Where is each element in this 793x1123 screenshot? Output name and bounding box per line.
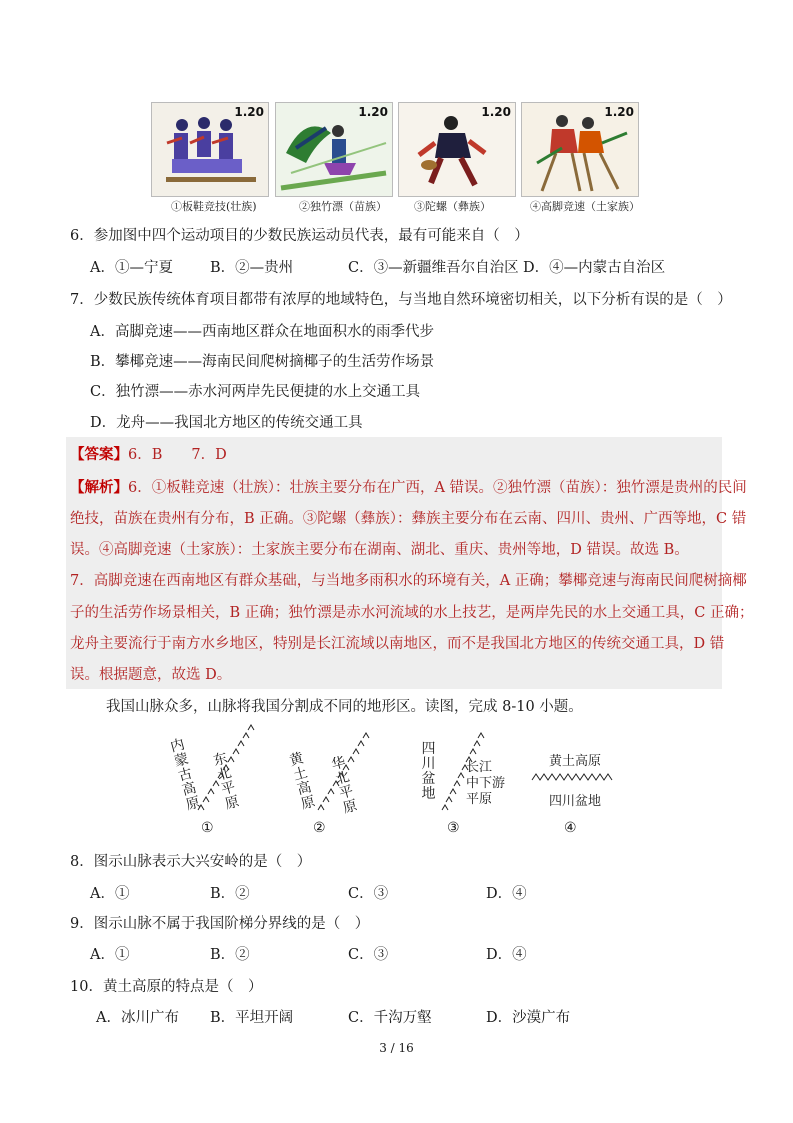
q10-option-c[interactable]: C．千沟万壑 — [348, 1010, 432, 1026]
q10-option-d[interactable]: D．沙漠广布 — [486, 1010, 571, 1026]
d3-left-label: 四川盆地 — [421, 741, 436, 802]
q8-stem: 8．图示山脉表示大兴安岭的是（ ） — [70, 854, 312, 870]
d2-left-label: 黄土高原 — [287, 750, 318, 813]
q7-option-d[interactable]: D．龙舟——我国北方地区的传统交通工具 — [90, 415, 363, 431]
stamp-1-caption: ①板鞋竞技(壮族) — [171, 200, 257, 213]
q8-option-c[interactable]: C．③ — [348, 886, 389, 902]
stamp-2-caption: ②独竹漂（苗族） — [299, 200, 387, 213]
q10-option-a[interactable]: A．冰川广布 — [96, 1010, 179, 1026]
stamp-4-caption: ④高脚竞速（土家族） — [530, 200, 640, 213]
q10-stem: 10．黄土高原的特点是（ ） — [70, 979, 263, 995]
q9-option-a[interactable]: A．① — [90, 947, 130, 963]
intro-text: 我国山脉众多，山脉将我国分割成不同的地形区。读图，完成 8-10 小题。 — [106, 699, 583, 715]
q6-stem: 6．参加图中四个运动项目的少数民族运动员代表，最有可能来自（ ） — [70, 228, 529, 244]
stamp-4 — [521, 102, 639, 197]
answer-line — [70, 445, 227, 465]
q6-option-b[interactable]: B．②—贵州 — [210, 260, 294, 276]
analysis-line-5: 子的生活劳作场景相关，B 正确；独竹漂是赤水河流域的水上技艺，是两岸先民的水上交通工具，C 正确； — [70, 605, 754, 621]
analysis-line-3: 误。④高脚竞速（土家族）：土家族主要分布在湖南、湖北、重庆、贵州等地，D 错误。故选 B。 — [70, 542, 689, 558]
q9-option-b[interactable]: B．② — [210, 947, 250, 963]
d3-right-label — [466, 760, 526, 808]
mountain-chain-4 — [532, 774, 612, 780]
stamp-2-value: 1.20 — [358, 105, 388, 119]
q10-option-b[interactable]: B．平坦开阔 — [210, 1010, 294, 1026]
q7-stem: 7．少数民族传统体育项目都带有浓厚的地域特色，与当地自然环境密切相关，以下分析有误的是（ ） — [70, 292, 732, 308]
stamp-1 — [151, 102, 269, 197]
stamp-3-caption: ③陀螺（彝族） — [414, 200, 491, 213]
d1-right-label: 东北平原 — [211, 750, 242, 813]
q7-option-b[interactable]: B．攀椰竞速——海南民间爬树摘椰子的生活劳作场景 — [90, 354, 435, 370]
answer-label: 【答案】 — [70, 446, 128, 463]
analysis-text-1: 6．①板鞋竞速（壮族）：壮族主要分布在广西，A 错误。②独竹漂（苗族）：独竹漂是贵州的民间 — [128, 480, 747, 496]
figure-label-1: ① — [201, 820, 214, 836]
mountain-symbols — [170, 720, 630, 840]
stamp-2 — [275, 102, 393, 197]
figure-label-4: ④ — [564, 820, 577, 836]
analysis-line-4: 7．高脚竞速在西南地区有群众基础，与当地多雨积水的环境有关，A 正确；攀椰竞速与海南民间爬树摘椰 — [70, 573, 747, 589]
d4-top-label: 黄土高原 — [549, 754, 602, 769]
q8-option-d[interactable]: D．④ — [486, 886, 527, 902]
q6-option-d[interactable]: D．④—内蒙古自治区 — [523, 260, 666, 276]
q9-option-c[interactable]: C．③ — [348, 947, 389, 963]
q7-option-a[interactable]: A．高脚竞速——西南地区群众在地面积水的雨季代步 — [90, 324, 434, 340]
page-number: 3 / 16 — [379, 1041, 414, 1055]
stamp-4-value: 1.20 — [604, 105, 634, 119]
d4-bottom-label: 四川盆地 — [549, 794, 602, 809]
q9-option-d[interactable]: D．④ — [486, 947, 527, 963]
q9-stem: 9．图示山脉不属于我国阶梯分界线的是（ ） — [70, 916, 370, 932]
q6-option-c[interactable]: C．③—新疆维吾尔自治区 — [348, 260, 519, 276]
stamp-3-value: 1.20 — [481, 105, 511, 119]
d3-right-line-1: 长江 — [466, 760, 493, 775]
answer-text: 6．B 7．D — [128, 447, 227, 463]
d3-right-line-2: 中下游 — [466, 776, 506, 791]
mountain-figure — [170, 720, 630, 840]
stamp-3 — [398, 102, 516, 197]
q8-option-a[interactable]: A．① — [90, 886, 130, 902]
d2-right-label: 华北平原 — [329, 754, 360, 817]
q7-option-c[interactable]: C．独竹漂——赤水河两岸先民便捷的水上交通工具 — [90, 384, 421, 400]
analysis-line-2: 绝技，苗族在贵州有分布，B 正确。③陀螺（彝族）：彝族主要分布在云南、四川、贵州、广西等地，C 错 — [70, 511, 747, 527]
analysis-line-1 — [70, 478, 747, 498]
analysis-line-7: 误。根据题意，故选 D。 — [70, 667, 232, 683]
q6-option-a[interactable]: A．①—宁夏 — [90, 260, 173, 276]
figure-label-2: ② — [313, 820, 326, 836]
analysis-line-6: 龙舟主要流行于南方水乡地区，特别是长江流域以南地区，而不是我国北方地区的传统交通工具，D 错 — [70, 636, 725, 652]
q8-option-b[interactable]: B．② — [210, 886, 250, 902]
figure-label-3: ③ — [447, 820, 460, 836]
analysis-label: 【解析】 — [70, 479, 128, 496]
d1-left-label: 内蒙古高原 — [168, 736, 202, 814]
d3-right-line-3: 平原 — [466, 792, 493, 807]
stamp-1-value: 1.20 — [234, 105, 264, 119]
